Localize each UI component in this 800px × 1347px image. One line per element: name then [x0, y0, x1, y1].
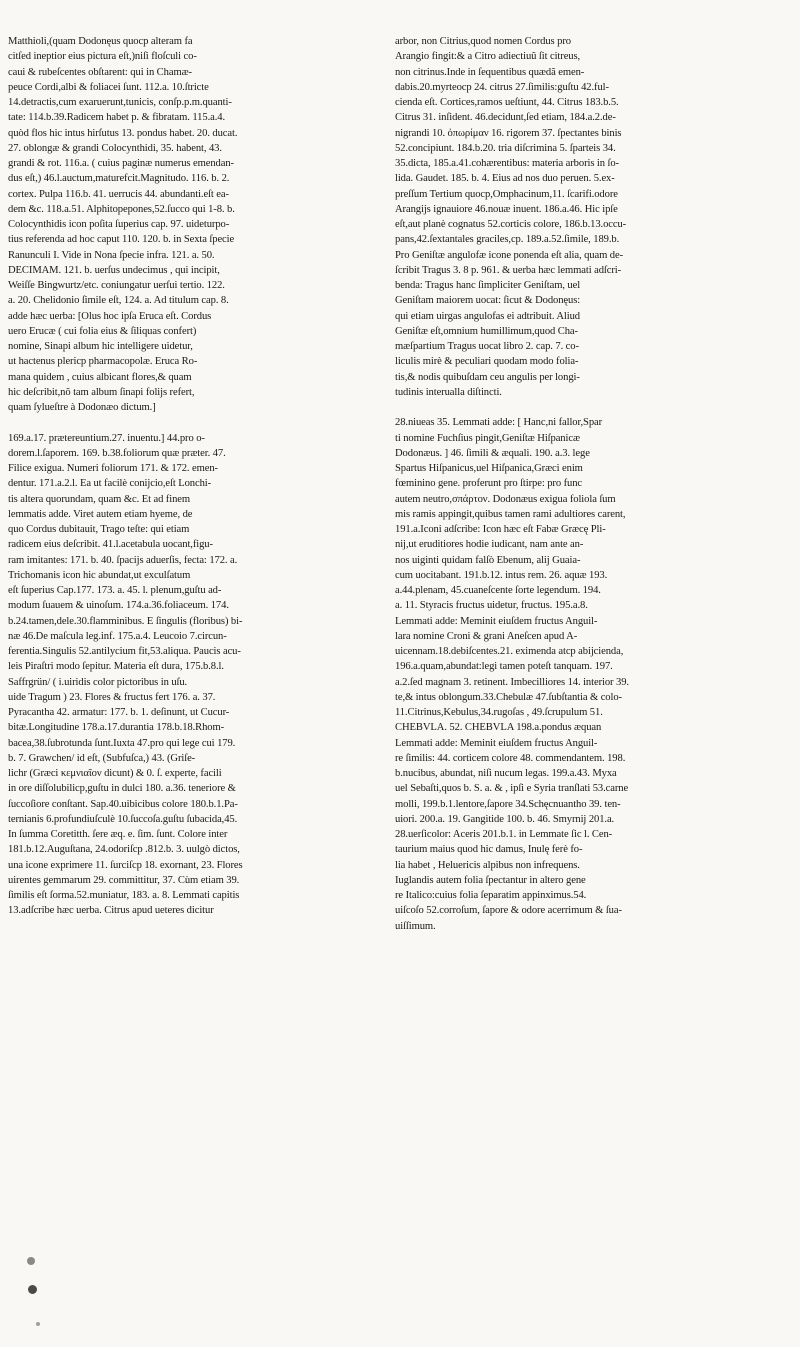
text-line: 181.b.12.Auguſtana, 24.odoriſcp .812.b. 3. uulgò dictos,: [8, 844, 240, 856]
text-line: mis ramis appingit,quibus tamen rami adultiores carent,: [395, 508, 626, 520]
text-line: liculis mirè & peculiari quodam modo folia-: [395, 356, 579, 368]
text-line: uiſſimum.: [395, 920, 436, 932]
text-line: 191.a.Iconi adſcribe: Icon hæc eſt Fabæ Græcę Pli-: [395, 524, 606, 535]
text-line: b. 7. Grawchen/ id eſt, (Subfuſca,) 43. (Griſe-: [8, 752, 196, 764]
text-line: b.nucibus, abundat, niſi nucum legas. 199.a.43. Myxa: [395, 768, 617, 779]
text-line: lemmatis adde. Viret autem etiam hyeme, de: [8, 508, 193, 520]
text-line: nomine, Sinapi album hic intelligere uidetur,: [8, 341, 193, 352]
text-line: dorem.l.ſaporem. 169. b.38.foliorum quæ præter. 47.: [8, 447, 226, 459]
text-line: ferentia.Singulis 52.antilycium fit,53.aliqua. Paucis acu-: [8, 646, 241, 657]
text-line: re Italico:cuius folia ſeparatim appinximus.54.: [395, 890, 587, 901]
text-line: dentur. 171.a.2.l. Ea ut facilè conijcio,eſt Lonchi-: [8, 478, 212, 490]
text-line: cum uocitabant. 191.b.12. intus rem. 26. aquæ 193.: [395, 569, 608, 581]
text-line: Geniſtam maiorem uocat: ſicut & Dodonęus:: [395, 295, 581, 307]
text-line: a. 11. Styracis fructus uidetur, fructus. 195.a.8.: [395, 600, 588, 612]
text-line: peuce Cordi,albi & foliacei ſunt. 112.a. 10.ſtricte: [8, 81, 209, 93]
text-line: a.44.plenam, 45.cuaneſcente ſorte legendum. 194.: [395, 585, 601, 596]
text-line: cortex. Pulpa 116.b. 41. uerrucis 44. abundanti.eſt ea-: [8, 188, 229, 200]
text-line: tis,& nodis quibuſdam ceu angulis per longi-: [395, 371, 580, 383]
text-line: Lemmati adde: Meminit eiuſdem fructus Anguil-: [395, 615, 598, 627]
text-line: mæſpartium Tragus uocat libro 2. cap. 7. co-: [395, 341, 579, 352]
text-line: nij,ut eruditiores hodie iudicant, nam ante an-: [395, 539, 584, 551]
text-line: Pyracantha 42. armatur: 177. b. 1. deſinunt, ut Cucur-: [8, 707, 230, 718]
text-line: Dodonæus. ] 46. ſimili & æquali. 190. a.3. lege: [395, 447, 590, 459]
text-line: ternianis 6.profundiuſculè 10.ſuccoſa.guſtu ſubacida,45.: [8, 813, 238, 825]
text-line: te,& intus oblongum.33.Chebulæ 47.ſubſtantia & colo-: [395, 691, 622, 703]
text-line: lara nomine Croni & grani Aneſcen apud A-: [395, 630, 578, 642]
right-text-column: [395, 34, 787, 934]
text-line: fœminino gene. proferunt pro ſtirpe: pro func: [395, 478, 583, 490]
text-line: 14.detractis,cum exaruerunt,tunicis, conſp.p.m.quanti-: [8, 97, 232, 108]
text-line: tudinis interualla diſtincti.: [395, 386, 502, 398]
text-line: ti nomine Fuchſius pingit,Geniſtæ Hiſpanicæ: [395, 432, 580, 444]
text-line: næ 46.De maſcula leg.inf. 175.a.4. Leucoio 7.circun-: [8, 630, 227, 642]
text-line: 196.a.quam,abundat:legi tamen poteſt tanquam. 197.: [395, 661, 613, 673]
text-line: CHEBVLA. 52. CHEBVLA 198.a.pondus æquan: [395, 722, 602, 734]
text-line: ſuccoſiore conſtant. Sap.40.uibicibus colore 180.b.1.Pa-: [8, 798, 238, 810]
text-line: autem neutro,σπάρτον. Dodonæus exigua foliola ſum: [395, 493, 616, 505]
text-line: ſcribit Tragus 3. 8 p. 961. & uerba hæc lemmati adſcri-: [395, 264, 622, 276]
text-line: uero Erucæ ( cui folia eius & ſiliquas confert): [8, 325, 197, 337]
text-line: Saffrgrün/ ( i.uiridis color pictoribus in uſu.: [8, 676, 188, 688]
text-line: dabis.20.myrteocp 24. citrus 27.ſimilis:guſtu 42.ful-: [395, 81, 609, 93]
text-line: dem &c. 118.a.51. Alphitopepones,52.ſucco qui 1-8. b.: [8, 203, 235, 215]
text-line: ſimilis eſt ſorma.52.muniatur, 183. a. 8. Lemmati capitis: [8, 890, 240, 901]
ink-spot: [36, 1322, 40, 1326]
text-line: Ranunculi I. Vide in Nona ſpecie infra. 121. a. 50.: [8, 249, 215, 261]
text-line: ram imitantes: 171. b. 40. ſpacijs aduerſis, fecta: 172. a.: [8, 554, 238, 566]
text-line: 52.concipiunt. 184.b.20. tria diſcrimina 5. ſparteis 34.: [395, 142, 616, 154]
text-line: [395, 400, 787, 415]
text-line: 11.Citrinus,Kebulus,34.rugoſas , 49.ſcrupulum 51.: [395, 707, 603, 718]
text-line: b.24.tamen,dele.30.flamminibus. E ſingulis (floribus) bi-: [8, 615, 243, 627]
text-line: nos uiginti quidam falſò Ebenum, alij Guaia-: [395, 554, 581, 566]
text-line: lichr (Græci κεμνιαῖον dicunt) & 0. ſ. experte, facili: [8, 768, 222, 779]
text-line: nigrandi 10. ὀπωρίμαν 16. rigorem 37. ſpectantes binis: [395, 127, 622, 139]
text-line: taurium maius quod hic damus, Inulę ferè fo-: [395, 844, 583, 856]
text-line: tius referenda ad hoc caput 110. 120. b. in Sexta ſpecie: [8, 234, 235, 246]
text-line: tate: 114.b.39.Radicem habet p. & fibratam. 115.a.4.: [8, 112, 226, 124]
text-line: pans,42.ſextantales graciles,cp. 189.a.52.ſimile, 189.b.: [395, 234, 620, 246]
ink-spot: [27, 1257, 35, 1265]
text-line: Trichomanis icon hic abundat,ut exculſatum: [8, 569, 191, 581]
text-line: mana quidem , cuius albicant flores,& quam: [8, 371, 192, 383]
text-line: Arangijs ignauiore 46.nouæ inuent. 186.a.46. Hic ipſe: [395, 203, 618, 215]
text-line: Geniſtæ eſt,omnium humillimum,quod Cha-: [395, 325, 578, 337]
text-line: quòd flos hic intus hirſutus 13. pondus habet. 20. ducat.: [8, 127, 238, 139]
ink-spot: [28, 1285, 37, 1294]
text-line: 28.uerſicolor: Aceris 201.b.1. in Lemmate ſic l. Cen-: [395, 829, 613, 840]
text-line: Lemmati adde: Meminit eiuſdem fructus Anguil-: [395, 737, 598, 749]
text-line: uiori. 200.a. 19. Gangitide 100. b. 46. Smyrnij 201.a.: [395, 813, 615, 825]
text-line: quam ſylueſtre à Dodonæo dictum.]: [8, 402, 156, 413]
text-line: Citrus 31. inſident. 46.decidunt,ſed etiam, 184.a.2.de-: [395, 112, 616, 124]
text-line: lida. Gaudet. 185. b. 4. Eius ad nos duo peruen. 5.ex-: [395, 173, 615, 185]
text-line: arbor, non Citrius,quod nomen Cordus pro: [395, 36, 571, 47]
left-text-column: [8, 34, 390, 919]
text-line: uicennam.18.debiſcentes.21. eximenda atcp abijcienda,: [395, 646, 624, 657]
text-line: Spartus Hiſpanicus,uel Hiſpanica,Græci enim: [395, 463, 583, 474]
text-line: benda: Tragus hanc ſimpliciter Geniſtam, uel: [395, 280, 581, 291]
text-line: Filice exigua. Numeri foliorum 171. & 172. emen-: [8, 463, 218, 474]
text-line: citſed ineptior eius pictura eſt,)niſi floſculi co-: [8, 51, 197, 63]
text-line: tis altera quorundam, quam &c. Et ad finem: [8, 493, 191, 505]
text-line: bitæ.Longitudine 178.a.17.durantia 178.b.18.Rhom-: [8, 722, 225, 734]
text-line: radicem eius deſcribit. 41.l.acetabula uocant,figu-: [8, 539, 213, 551]
text-line: qui etiam uirgas angulofas ei adtribuit. Aliud: [395, 310, 580, 322]
text-line: eſt ſuperius Cap.177. 173. a. 45. l. plenum,guſtu ad-: [8, 585, 222, 596]
text-line: caui & rubeſcentes obſtarent: qui in Chamæ-: [8, 66, 192, 78]
text-line: uiſcoſo 52.corroſum, ſapore & odore acerrimum & ſua-: [395, 905, 622, 917]
text-line: uel Sebaſti,quos b. S. a. & , ipſi e Syria tranſlati 53.carne: [395, 783, 629, 795]
text-line: modum ſuauem & uinoſum. 174.a.36.foliaceum. 174.: [8, 600, 229, 612]
text-line: uirentes gemmarum 29. committitur, 37. Cùm etiam 39.: [8, 874, 240, 886]
text-line: Iuglandis autem folia ſpectantur in altero gene: [395, 874, 586, 886]
text-line: preſſum Tertium quocp,Omphacinum,11. ſcarifi.odore: [395, 188, 618, 200]
text-line: Colocynthidis icon poſita ſuperius cap. 97. uideturpo-: [8, 219, 230, 230]
text-line: eſt,aut planè cognatus 52.corticis colore, 186.b.13.occu-: [395, 219, 627, 230]
text-line: [8, 415, 390, 430]
text-line: Arangio fingit:& a Citro adiectiuũ ſit citreus,: [395, 51, 581, 63]
text-line: leis Piraſtri modo ſepitur. Materia eſt dura, 175.b.8.l.: [8, 661, 224, 673]
text-line: Matthioli,(quam Dodonęus quocp alteram fa: [8, 36, 193, 47]
text-line: hic deſcribit,nõ tam album ſinapi folijs refert,: [8, 386, 195, 398]
text-line: quo Cordus dubitauit, Trago teſte: qui etiam: [8, 524, 190, 535]
text-line: Weiſſe Bingwurtz/etc. coniungatur uerſui tertio. 122.: [8, 280, 225, 291]
text-line: re ſimilis: 44. corticem colore 48. commendantem. 198.: [395, 752, 626, 764]
text-line: a.2.ſed magnam 3. retinent. Imbecilliores 14. interior 39.: [395, 676, 629, 688]
text-line: adde hæc uerba: [Olus hoc ipſa Eruca eſt. Cordus: [8, 310, 212, 322]
text-line: 13.adſcribe hæc uerba. Citrus apud ueteres dicitur: [8, 905, 214, 917]
text-line: non citrinus.Inde in ſequentibus quædã emen-: [395, 66, 585, 78]
text-line: In ſumma Coretitth. ſere æq. e. ſim. ſunt. Colore inter: [8, 829, 228, 840]
text-line: dus eſt,) 46.l.auctum,maturefcit.Magnitudo. 116. b. 2.: [8, 173, 230, 185]
text-line: cienda eſt. Cortices,ramos ueſtiunt, 44. Citrus 183.b.5.: [395, 97, 619, 108]
text-line: Pro Geniſtæ angulofæ icone ponenda eſt alia, quam de-: [395, 249, 623, 261]
text-line: DECIMAM. 121. b. uerſus undecimus , qui incipit,: [8, 264, 220, 276]
text-line: a. 20. Chelidonio ſimile eſt, 124. a. Ad titulum cap. 8.: [8, 295, 229, 307]
text-line: lia habet , Heluericis alpibus non infrequens.: [395, 859, 580, 871]
text-line: bacea,38.ſubrotunda ſunt.Iuxta 47.pro qui lege cui 179.: [8, 737, 236, 749]
text-line: 169.a.17. prætereuntium.27. inuentu.] 44.pro o-: [8, 432, 205, 444]
text-line: uide Tragum ) 23. Flores & fructus fert 176. a. 37.: [8, 691, 216, 703]
text-line: molli, 199.b.1.lentore,ſapore 34.Schęcnuantho 39. ten-: [395, 798, 621, 810]
text-line: 27. oblongæ & grandi Colocynthidi, 35. habent, 43.: [8, 142, 222, 154]
text-line: in ore diſſolubilicp,guſtu in dulci 180. a.36. teneriore &: [8, 783, 236, 795]
text-line: grandi & rot. 116.a. ( cuius paginæ numerus emendan-: [8, 158, 234, 169]
text-line: 35.dicta, 185.a.41.cohærentibus: materia arboris in ſo-: [395, 158, 619, 169]
text-line: una icone exprimere 11. ſurciſcp 18. exornant, 23. Flores: [8, 859, 243, 871]
text-line: ut hactenus plericp pharmacopolæ. Eruca Ro-: [8, 356, 198, 368]
text-line: 28.niueas 35. Lemmati adde: [ Hanc,ni fallor,Spar: [395, 417, 603, 429]
